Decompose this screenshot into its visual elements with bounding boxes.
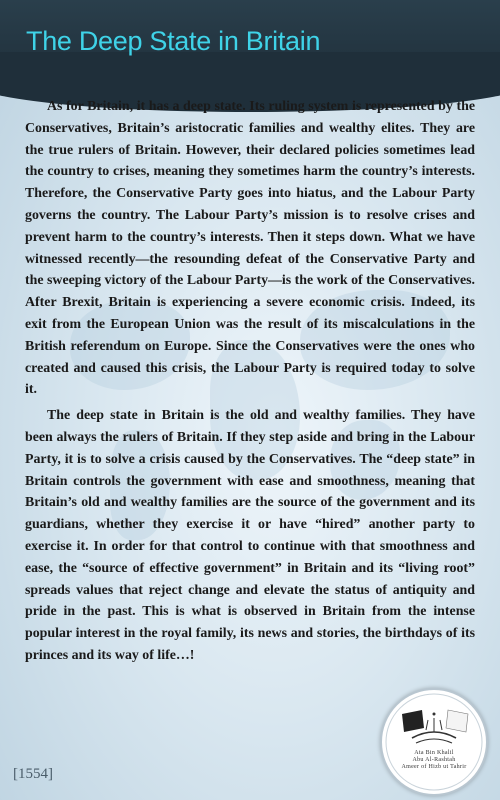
paragraph-2: The deep state in Britain is the old and wealthy families. They have been always the rulers of Britain. If they step aside and bring in the Labour Party, it is to solve a crisis caused by the Conservatives. The “deep state” in Britain controls the government with ease and smoothness, meaning that Britain’s old and wealthy families are the source of the government and its guardians, whether they exercise it or have “hired” another party to exercise it. In order for that control to continue with that smoothness and ease, the “source of effective government” in Britain and its “living root” spreads values that reject change and elevate the status of antiquity and pride in the past. This is what is observed in Britain from the intense popular interest in the royal family, its news and stories, the birthdays of its princes and its way of life…!	[25, 408, 475, 663]
header-banner	[0, 0, 500, 84]
seal-name-line: Ata Bin Khalil	[414, 750, 454, 756]
seal-name-line: Abu Al-Rashtah	[412, 757, 456, 763]
author-seal	[380, 688, 488, 796]
page-number: [1554]	[13, 766, 53, 782]
article-body	[25, 96, 475, 671]
page-title: The Deep State in Britain	[26, 26, 321, 56]
seal-name	[382, 750, 486, 771]
seal-emblem-icon	[382, 690, 486, 794]
paragraph-1: As for Britain, it has a deep state. Its ruling system is represented by the Conservatives, Britain’s aristocratic families and wealthy elites. They are the true rulers of Britain. However, their declared policies sometimes lead the country to crises, meaning they sometimes harm the country’s interests. Therefore, the Conservative Party goes into hiatus, and the Labour Party governs the country. The Labour Party’s mission is to resolve crises and prevent harm to the country’s interests. Then it steps down. What we have witnessed recently—the resounding defeat of the Conservative Party and the sweeping victory of the Labour Party—is the work of the Conservatives. After Brexit, Britain is experiencing a severe economic crisis. Indeed, its exit from the European Union was the result of its miscalculations in the British referendum on Europe. Since the Conservatives were the ones who created and caused this crisis, the Labour Party is required today to solve it.	[25, 99, 475, 398]
seal-name-line: Ameer of Hizb ut Tahrir	[401, 764, 467, 770]
